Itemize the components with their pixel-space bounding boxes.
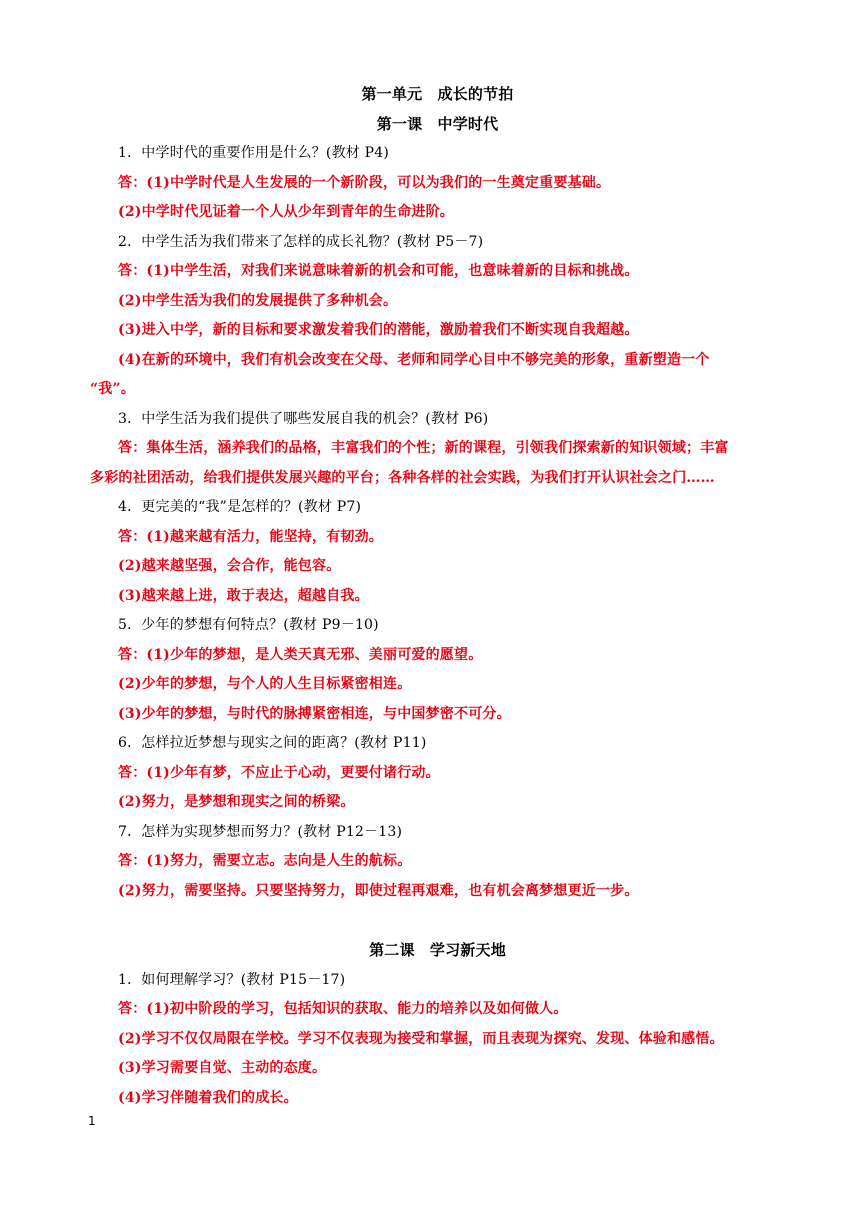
answer-line: 答：(1)努力，需要立志。志向是人生的航标。: [118, 853, 412, 869]
answer-line: (3)学习需要自觉、主动的态度。: [118, 1060, 327, 1076]
answer-line: 答：(1)越来越有活力，能坚持，有韧劲。: [118, 528, 383, 545]
answer-line: (2)中学时代见证着一个人从少年到青年的生命进阶。: [118, 204, 454, 220]
answer-line: 答：集体生活，涵养我们的品格，丰富我们的个性；新的课程，引领我们探索新的知识领域；丰富: [118, 440, 729, 456]
unit-title: 第一单元 成长的节拍: [361, 85, 514, 103]
answer-line: (3)越来越上进，敢于表达，超越自我。: [118, 587, 369, 604]
question-7: 7．怎样为实现梦想而努力？(教材 P12－13): [118, 823, 403, 840]
question-1: 1．如何理解学习？(教材 P15－17): [118, 971, 346, 988]
answer-line: (4)在新的环境中，我们有机会改变在父母、老师和同学心目中不够完美的形象，重新塑造一个: [118, 351, 710, 368]
lesson1-title: 第一课 中学时代: [376, 114, 499, 133]
answer-line: (2)努力，是梦想和现实之间的桥梁。: [118, 794, 355, 810]
answer-line: (2)努力，需要坚持。只要坚持努力，即使过程再艰难，也有机会离梦想更近一步。: [118, 882, 639, 899]
answer-line: (2)学习不仅仅局限在学校。学习不仅表现为接受和掌握，而且表现为探究、发现、体验和感悟。: [118, 1030, 724, 1047]
question-1: 1．中学时代的重要作用是什么？(教材 P4): [118, 145, 390, 161]
lesson2-title: 第二课 学习新天地: [369, 941, 506, 959]
question-6: 6．怎样拉近梦想与现实之间的距离？(教材 P11): [118, 735, 427, 751]
section-spacer: [90, 906, 785, 936]
answer-line: (2)少年的梦想，与个人的人生目标紧密相连。: [118, 676, 412, 692]
answer-line: 答：(1)少年有梦，不应止于心动，更要付诸行动。: [118, 764, 440, 781]
answer-line: (2)中学生活为我们的发展提供了多种机会。: [118, 292, 398, 309]
page-number: 1: [88, 1114, 96, 1128]
answer-line-continued: “我”。: [90, 381, 135, 397]
answer-line: 答：(1)初中阶段的学习，包括知识的获取、能力的培养以及如何做人。: [118, 1001, 568, 1017]
answer-line: 答：(1)中学时代是人生发展的一个新阶段，可以为我们的一生奠定重要基础。: [118, 174, 611, 191]
question-2: 2．中学生活为我们带来了怎样的成长礼物？(教材 P5－7): [118, 233, 484, 250]
question-5: 5．少年的梦想有何特点？(教材 P9－10): [118, 617, 379, 633]
answer-line: 答：(1)少年的梦想，是人类天真无邪、美丽可爱的愿望。: [118, 646, 483, 663]
answer-line: (2)越来越坚强，会合作，能包容。: [118, 558, 341, 574]
answer-line: 答：(1)中学生活，对我们来说意味着新的机会和可能，也意味着新的目标和挑战。: [118, 263, 639, 279]
document-body: [90, 80, 785, 1113]
question-4: 4．更完美的“我”是怎样的？(教材 P7): [118, 499, 362, 515]
answer-line: (4)学习伴随着我们的成长。: [118, 1089, 298, 1106]
answer-line: (3)少年的梦想，与时代的脉搏紧密相连，与中国梦密不可分。: [118, 705, 511, 722]
question-3: 3．中学生活为我们提供了哪些发展自我的机会？(教材 P6): [118, 410, 489, 427]
answer-line-continued: 多彩的社团活动，给我们提供发展兴趣的平台；各种各样的社会实践，为我们打开认识社会之门……: [90, 469, 715, 486]
answer-line: (3)进入中学，新的目标和要求激发着我们的潜能，激励着我们不断实现自我超越。: [118, 322, 639, 338]
